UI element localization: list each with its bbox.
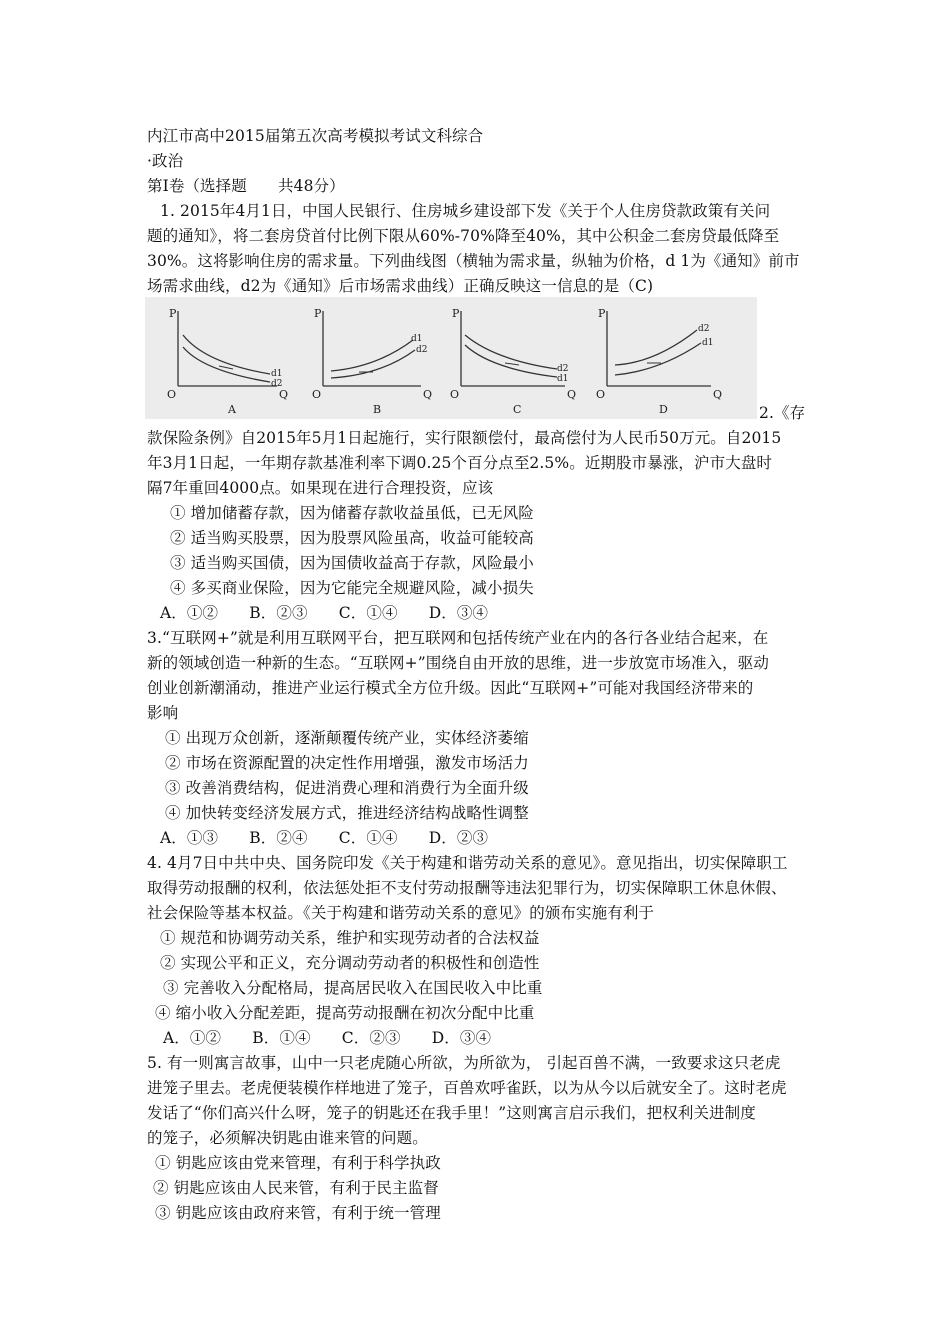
panel-a-p-label: P xyxy=(169,307,177,320)
panel-a-o-label: O xyxy=(167,388,177,401)
panel-a-caption: A xyxy=(228,403,236,416)
exam-title: 内江市高中2015届第五次高考模拟考试文科综合 xyxy=(147,127,484,145)
panel-a-q-label: Q xyxy=(279,388,289,401)
q5-item-3: ③ 钥匙应该由政府来管，有利于统一管理 xyxy=(155,1204,441,1222)
panel-a-top-curve-label: d1 xyxy=(271,369,283,379)
panel-c-top-curve-label: d2 xyxy=(557,364,569,374)
q5-item-1: ① 钥匙应该由党来管理，有利于科学执政 xyxy=(155,1154,441,1172)
panel-d-curve-d1 xyxy=(615,343,701,375)
q2-item-1: ① 增加储蓄存款，因为储蓄存款收益虽低，已无风险 xyxy=(170,504,534,522)
q4-item-4: ④ 缩小收入分配差距，提高劳动报酬在初次分配中比重 xyxy=(155,1004,535,1022)
panel-b-caption: B xyxy=(373,403,382,416)
panel-b-q-label: Q xyxy=(423,388,433,401)
panel-d-curve-d2 xyxy=(615,330,697,365)
q2-lead: 2.《存 xyxy=(759,404,806,422)
panel-b-curve-d2 xyxy=(331,350,415,378)
q2-item-4: ④ 多买商业保险，因为它能完全规避风险，减小损失 xyxy=(170,579,534,597)
q3-item-4: ④ 加快转变经济发展方式，推进经济结构战略性调整 xyxy=(165,804,529,822)
panel-d-o-label: O xyxy=(596,388,606,401)
q5-line-1: 5. 有一则寓言故事，山中一只老虎随心所欲，为所欲为， 引起百兽不满，一致要求这只老虎 xyxy=(147,1054,781,1072)
q1-line-1: 1. 2015年4月1日，中国人民银行、住房城乡建设部下发《关于个人住房贷款政策有关问 xyxy=(160,202,771,220)
panel-a-curve-d2 xyxy=(183,347,270,382)
panel-c-q-label: Q xyxy=(567,388,577,401)
panel-c-o-label: O xyxy=(450,388,460,401)
q3-item-3: ③ 改善消费结构，促进消费心理和消费行为全面升级 xyxy=(165,779,529,797)
q2-item-2: ② 适当购买股票，因为股票风险虽高，收益可能较高 xyxy=(170,529,534,547)
q2-line-2: 年3月1日起，一年期存款基准利率下调0.25个百分点至2.5%。近期股市暴涨，沪市大盘时 xyxy=(147,454,773,472)
panel-b-top-curve-label: d1 xyxy=(411,334,423,344)
q2-line-1: 款保险条例》自2015年5月1日起施行，实行限额偿付，最高偿付为人民币50万元。自2015 xyxy=(147,429,782,447)
demand-curve-svg xyxy=(145,297,757,419)
panel-a-axes xyxy=(178,311,277,386)
q5-line-3: 发话了“你们高兴什么呀，笼子的钥匙还在我手里！”这则寓言启示我们，把权利关进制度 xyxy=(147,1104,756,1122)
demand-curve-figure xyxy=(145,297,757,419)
panel-c-bottom-curve-label: d1 xyxy=(557,374,569,384)
panel-d-q-label: Q xyxy=(713,388,723,401)
panel-b-o-label: O xyxy=(312,388,322,401)
q3-line-2: 新的领域创造一种新的生态。“互联网+”围绕自由开放的思维，进一步放宽市场准入，驱动 xyxy=(147,654,769,672)
q4-options: A．①② B．①④ C．②③ D．③④ xyxy=(163,1029,492,1047)
q5-line-4: 的笼子，必须解决钥匙由谁来管的问题。 xyxy=(147,1129,428,1147)
q4-item-2: ② 实现公平和正义，充分调动劳动者的积极性和创造性 xyxy=(160,954,540,972)
panel-a-curve-d1 xyxy=(183,335,270,374)
subject-label: ·政治 xyxy=(147,152,184,170)
panel-d-p-label: P xyxy=(598,307,606,320)
q4-line-2: 取得劳动报酬的权利，依法惩处拒不支付劳动报酬等违法犯罪行为，切实保障职工休息休假、 xyxy=(147,879,787,897)
panel-a-bottom-curve-label: d2 xyxy=(271,379,283,389)
panel-c-p-label: P xyxy=(452,307,460,320)
panel-c-curve-d1 xyxy=(465,345,557,377)
q1-line-2: 题的通知》，将二套房贷首付比例下限从60%-70%降至40%，其中公积金二套房贷最低降至 xyxy=(147,227,780,245)
q3-options: A．①③ B．②④ C．①④ D．②③ xyxy=(160,829,489,847)
panel-b-bottom-curve-label: d2 xyxy=(416,345,428,355)
q2-line-3: 隔7年重回4000点。如果现在进行合理投资，应该 xyxy=(147,479,494,497)
section-heading: 第Ⅰ卷（选择题 共48分） xyxy=(147,177,345,195)
q2-options: A．①② B．②③ C．①④ D．③④ xyxy=(160,604,489,622)
q3-line-4: 影响 xyxy=(147,704,179,722)
panel-c-caption: C xyxy=(513,403,522,416)
q1-line-4: 场需求曲线，d2为《通知》后市场需求曲线）正确反映这一信息的是（C) xyxy=(147,277,654,295)
panel-d-caption: D xyxy=(659,403,668,416)
q3-line-1: 3.“互联网+”就是利用互联网平台，把互联网和包括传统产业在内的各行各业结合起来，在 xyxy=(147,629,769,647)
panel-d-bottom-curve-label: d1 xyxy=(702,338,714,348)
panel-b-p-label: P xyxy=(314,307,322,320)
q3-item-1: ① 出现万众创新，逐渐颠覆传统产业，实体经济萎缩 xyxy=(165,729,529,747)
panel-b-curve-d1 xyxy=(331,340,413,371)
q2-item-3: ③ 适当购买国债，因为国债收益高于存款，风险最小 xyxy=(170,554,534,572)
q5-item-2: ② 钥匙应该由人民来管，有利于民主监督 xyxy=(153,1179,439,1197)
q4-item-3: ③ 完善收入分配格局，提高居民收入在国民收入中比重 xyxy=(163,979,543,997)
q4-line-1: 4. 4月7日中共中央、国务院印发《关于构建和谐劳动关系的意见》。意见指出，切实保障职工 xyxy=(147,854,788,872)
q4-item-1: ① 规范和协调劳动关系，维护和实现劳动者的合法权益 xyxy=(160,929,540,947)
panel-d-top-curve-label: d2 xyxy=(698,324,710,334)
q1-line-3: 30%。这将影响住房的需求量。下列曲线图（横轴为需求量，纵轴为价格，d 1为《通知》前市 xyxy=(147,252,800,270)
q3-line-3: 创业创新潮涌动，推进产业运行模式全方位升级。因此“互联网+”可能对我国经济带来的 xyxy=(147,679,754,697)
q3-item-2: ② 市场在资源配置的决定性作用增强，激发市场活力 xyxy=(165,754,529,772)
q5-line-2: 进笼子里去。老虎便装模作样地进了笼子，百兽欢呼雀跃，以为从今以后就安全了。这时老虎 xyxy=(147,1079,787,1097)
q4-line-3: 社会保险等基本权益。《关于构建和谐劳动关系的意见》的颁布实施有利于 xyxy=(147,904,655,922)
